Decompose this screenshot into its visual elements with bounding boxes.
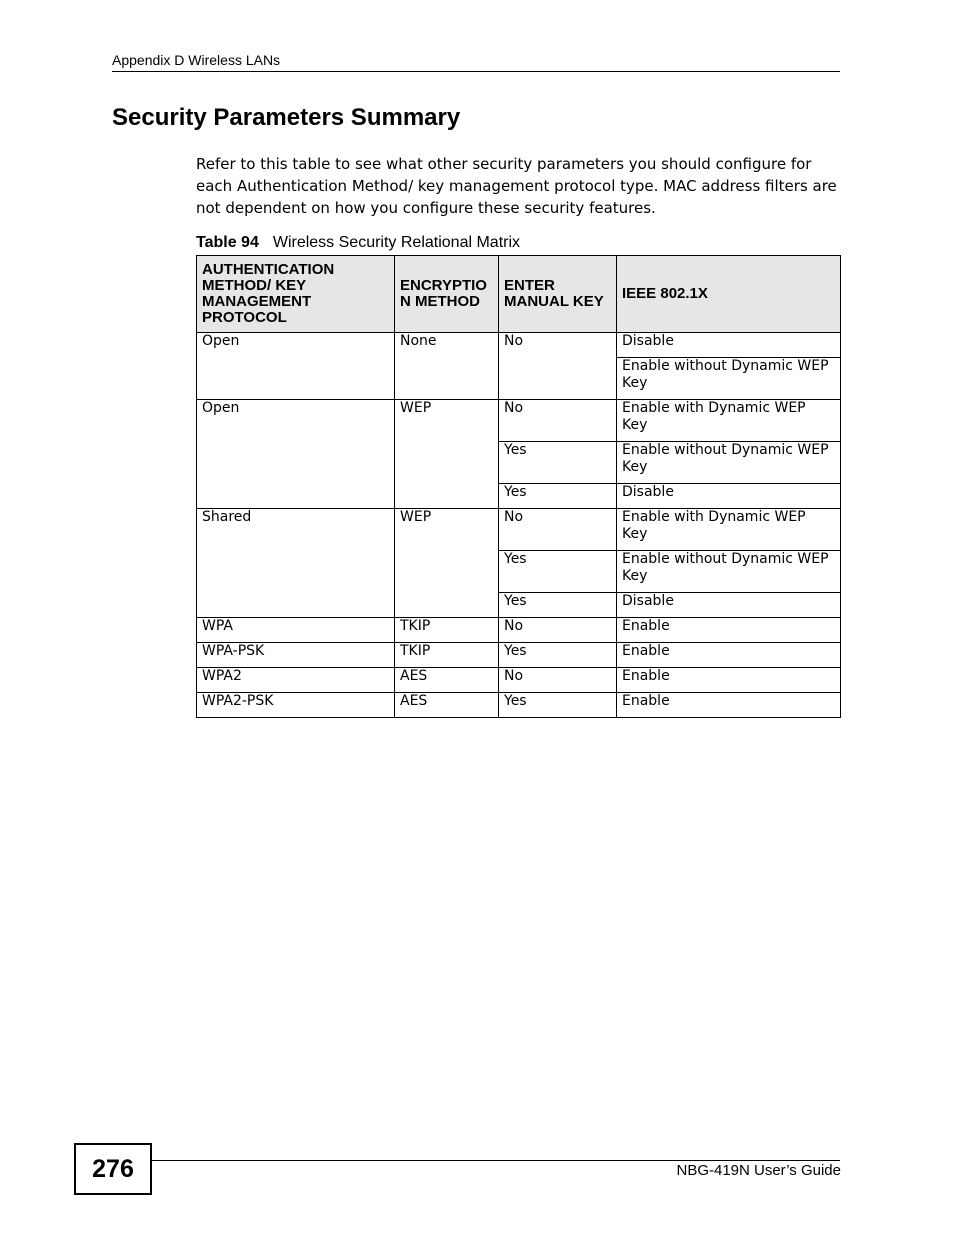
manual-key-cell: Yes bbox=[499, 484, 617, 509]
table-row bbox=[197, 618, 841, 643]
encryption-cell: AES bbox=[395, 693, 499, 718]
ieee-cell: Enable bbox=[617, 618, 841, 643]
auth-cell: WPA2-PSK bbox=[197, 693, 395, 718]
manual-key-cell: No bbox=[499, 333, 617, 400]
manual-key-cell: No bbox=[499, 400, 617, 442]
ieee-cell: Enable without Dynamic WEP Key bbox=[617, 358, 841, 400]
table-caption bbox=[196, 234, 520, 252]
footer-rule bbox=[152, 1160, 840, 1161]
auth-cell: Open bbox=[197, 333, 395, 400]
intro-paragraph: Refer to this table to see what other security parameters you should configure for each Authentication Method/ key management protocol type. MAC address filters are not dependent on how you configure these security features. bbox=[196, 155, 837, 217]
manual-key-cell: No bbox=[499, 509, 617, 551]
running-header: Appendix D Wireless LANs bbox=[112, 52, 840, 72]
guide-name: NBG-419N User’s Guide bbox=[676, 1162, 841, 1179]
encryption-cell: TKIP bbox=[395, 618, 499, 643]
security-matrix-table bbox=[196, 255, 841, 718]
manual-key-cell: No bbox=[499, 668, 617, 693]
ieee-cell: Disable bbox=[617, 333, 841, 358]
table-caption-title: Wireless Security Relational Matrix bbox=[272, 234, 521, 251]
manual-key-cell: Yes bbox=[499, 693, 617, 718]
ieee-cell: Enable with Dynamic WEP Key bbox=[617, 509, 841, 551]
manual-key-cell: Yes bbox=[499, 643, 617, 668]
section-title: Security Parameters Summary bbox=[112, 104, 461, 131]
manual-key-cell: No bbox=[499, 618, 617, 643]
ieee-cell: Enable bbox=[617, 668, 841, 693]
column-header-manual-key: ENTER MANUAL KEY bbox=[499, 256, 617, 333]
column-header-encryption: ENCRYPTIO N METHOD bbox=[395, 256, 499, 333]
table-row bbox=[197, 668, 841, 693]
manual-key-cell: Yes bbox=[499, 442, 617, 484]
table-row bbox=[197, 643, 841, 668]
auth-cell: WPA2 bbox=[197, 668, 395, 693]
table-header-row bbox=[197, 256, 841, 333]
ieee-cell: Enable bbox=[617, 693, 841, 718]
encryption-cell: None bbox=[395, 333, 499, 400]
auth-cell: Open bbox=[197, 400, 395, 509]
column-header-ieee: IEEE 802.1X bbox=[617, 256, 841, 333]
table-row bbox=[197, 333, 841, 358]
auth-cell: WPA bbox=[197, 618, 395, 643]
ieee-cell: Enable with Dynamic WEP Key bbox=[617, 400, 841, 442]
auth-cell: WPA-PSK bbox=[197, 643, 395, 668]
manual-key-cell: Yes bbox=[499, 593, 617, 618]
ieee-cell: Disable bbox=[617, 484, 841, 509]
encryption-cell: WEP bbox=[395, 509, 499, 618]
ieee-cell: Enable bbox=[617, 643, 841, 668]
table-caption-number: Table 94 bbox=[196, 234, 259, 251]
table-row bbox=[197, 400, 841, 442]
page-number: 276 bbox=[74, 1143, 152, 1195]
manual-key-cell: Yes bbox=[499, 551, 617, 593]
table-row bbox=[197, 693, 841, 718]
encryption-cell: WEP bbox=[395, 400, 499, 509]
encryption-cell: TKIP bbox=[395, 643, 499, 668]
auth-cell: Shared bbox=[197, 509, 395, 618]
table-row bbox=[197, 509, 841, 551]
column-header-authentication: AUTHENTICATION METHOD/ KEY MANAGEMENT PROTOCOL bbox=[197, 256, 395, 333]
encryption-cell: AES bbox=[395, 668, 499, 693]
ieee-cell: Enable without Dynamic WEP Key bbox=[617, 442, 841, 484]
ieee-cell: Disable bbox=[617, 593, 841, 618]
ieee-cell: Enable without Dynamic WEP Key bbox=[617, 551, 841, 593]
